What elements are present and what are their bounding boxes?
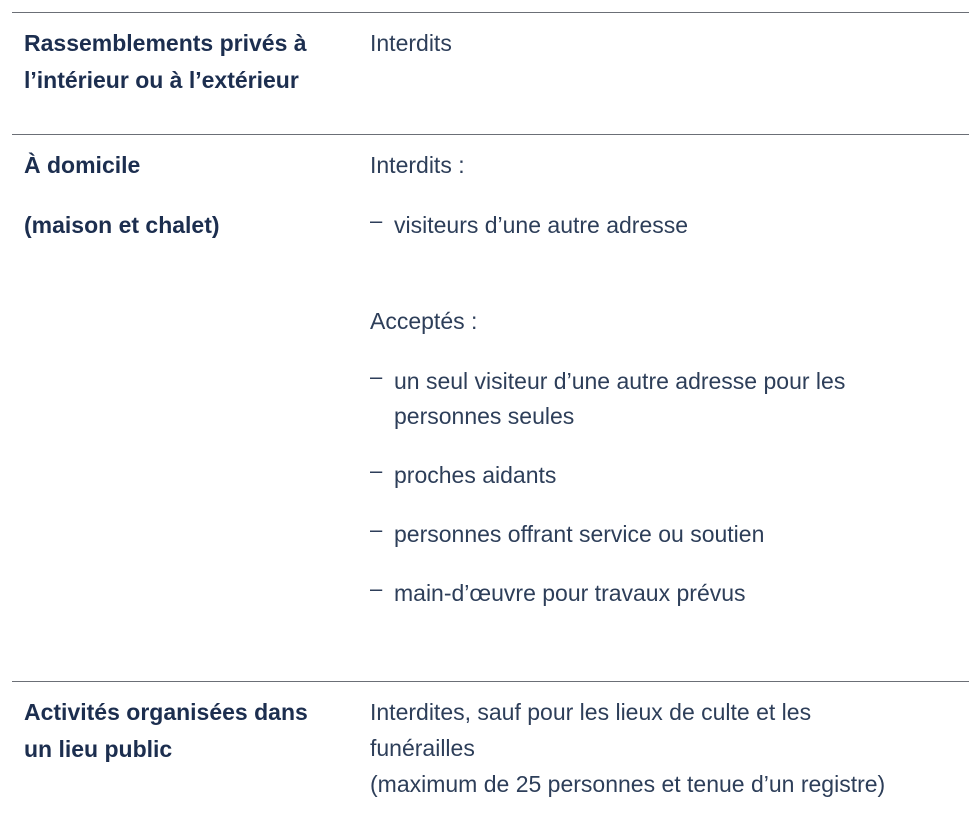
accepted-heading: Acceptés : bbox=[370, 308, 478, 334]
list-item-text: proches aidants bbox=[394, 462, 557, 488]
row-label bbox=[24, 694, 344, 768]
row-value-line: Interdites, sauf pour les lieux de culte et les bbox=[370, 699, 812, 725]
row-label-line: À domicile bbox=[24, 152, 141, 178]
row-divider bbox=[12, 134, 969, 135]
row-label-line: (maison et chalet) bbox=[24, 212, 220, 238]
list-item-text: personnes offrant service ou soutien bbox=[394, 521, 765, 547]
dash-icon: – bbox=[370, 458, 383, 483]
row-value bbox=[370, 694, 960, 802]
table-top-rule bbox=[12, 12, 969, 13]
forbidden-heading: Interdits : bbox=[370, 152, 465, 178]
row-label bbox=[24, 25, 344, 99]
dash-icon: – bbox=[370, 576, 383, 601]
row-value bbox=[370, 25, 960, 61]
dash-icon: – bbox=[370, 364, 383, 389]
row-value-line: (maximum de 25 personnes et tenue d’un registre) bbox=[370, 771, 886, 797]
list-item-text: main-d’œuvre pour travaux prévus bbox=[394, 580, 746, 606]
row-value bbox=[370, 147, 960, 617]
list-item-text bbox=[394, 363, 954, 434]
row-label-line: Activités organisées dans bbox=[24, 699, 308, 725]
row-divider bbox=[12, 681, 969, 682]
list-item-text: visiteurs d’une autre adresse bbox=[394, 212, 689, 238]
list-item-line: personnes seules bbox=[394, 403, 575, 429]
row-value-text: Interdits bbox=[370, 30, 452, 56]
dash-icon: – bbox=[370, 517, 383, 542]
list-item-line: un seul visiteur d’une autre adresse pour les bbox=[394, 368, 846, 394]
row-label-line: Rassemblements privés à bbox=[24, 30, 307, 56]
row-label bbox=[24, 147, 344, 267]
dash-icon: – bbox=[370, 208, 383, 233]
row-value-line: funérailles bbox=[370, 735, 475, 761]
row-label-line: l’intérieur ou à l’extérieur bbox=[24, 67, 299, 93]
row-label-line: un lieu public bbox=[24, 736, 173, 762]
